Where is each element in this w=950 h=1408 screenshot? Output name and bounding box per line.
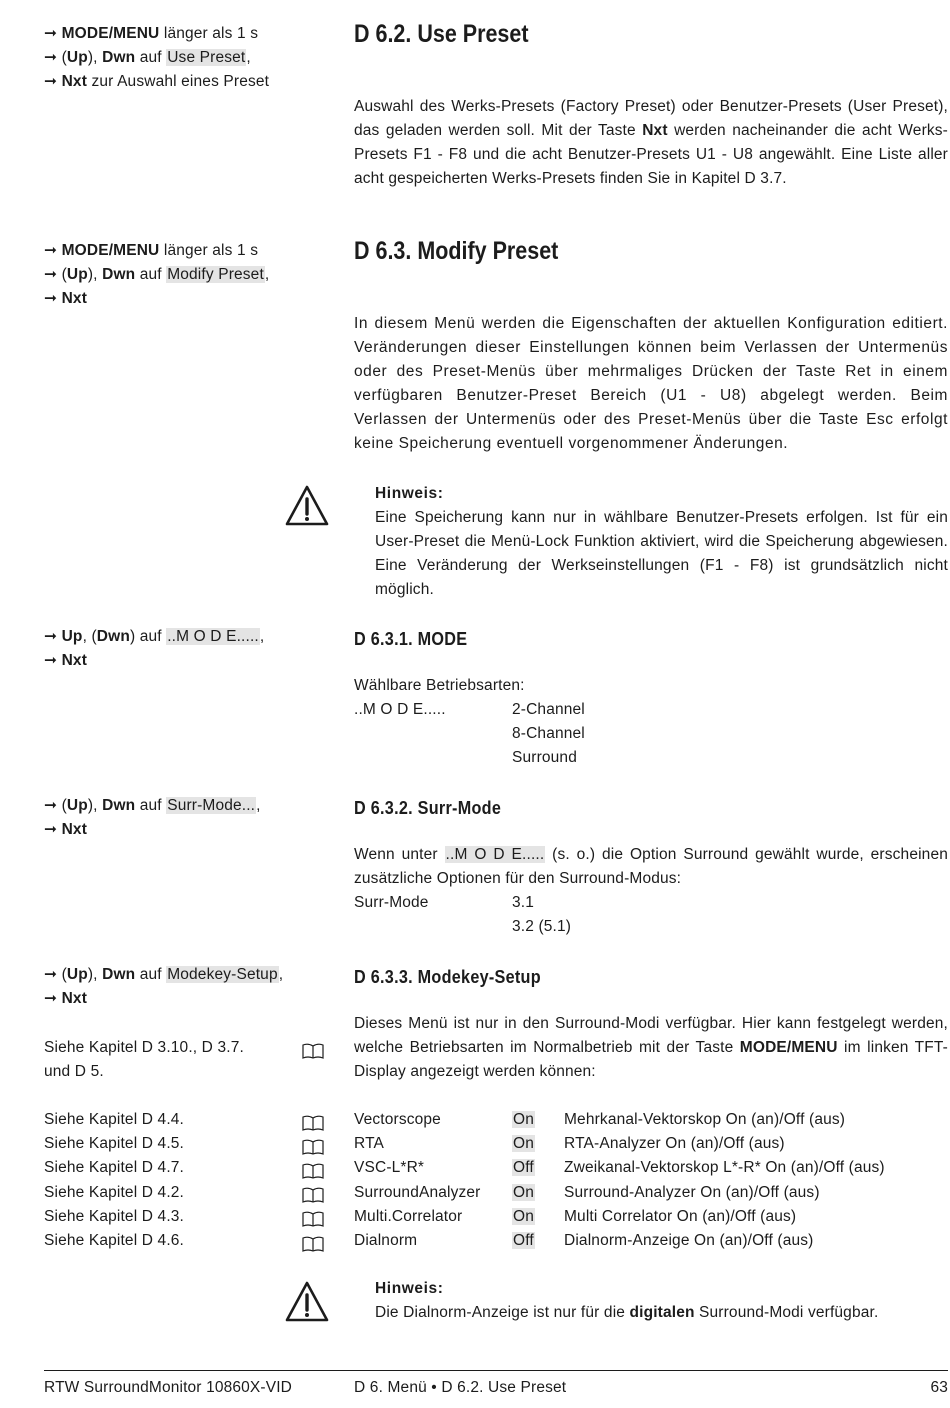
arrow-icon: ➞ <box>44 821 62 838</box>
heading-modify-preset: D 6.3. Modify Preset <box>354 237 559 265</box>
note-modekey <box>375 1277 948 1325</box>
footer-product: RTW SurroundMonitor 10860X-VID <box>44 1379 293 1396</box>
book-icon <box>302 1139 324 1155</box>
book-icon <box>302 1187 324 1203</box>
state-value: Off <box>513 1232 534 1250</box>
mode-nav: ➞ Up, (Dwn) auf ..M O D E....., ➞ Nxt <box>44 628 265 669</box>
table-row: Multi.Correlator On Multi Correlator On (an)/Off (aus) <box>354 1207 797 1225</box>
modify-preset-body: In diesem Menü werden die Eigenschaften der aktuellen Konfiguration editiert. Veränderungen dieser Einstellungen können beim Verlassen der Untermenüs oder des Preset-Menüs über mehrmaliges Drücken der Taste Ret in einem verfügbaren Benutzer-Preset Bereich (U1 - U8) abgelegt werden. Beim Verlassen der Untermenüs oder des Preset-Menüs über die Taste Esc erfolgt keine Speicherung eventuell vorgenommener Änderungen. <box>354 315 948 452</box>
arrow-icon: ➞ <box>44 25 62 42</box>
heading-surr-mode: D 6.3.2. Surr-Mode <box>354 798 502 818</box>
reference-item: Siehe Kapitel D 4.6. <box>44 1232 185 1250</box>
reference-item: Siehe Kapitel D 4.3. <box>44 1207 185 1225</box>
menu-item-highlight: Modekey-Setup <box>167 966 278 983</box>
modekey-options-table <box>354 1108 885 1253</box>
book-icon <box>302 1043 324 1059</box>
table-row: RTA On RTA-Analyzer On (an)/Off (aus) <box>354 1135 785 1153</box>
reference-main: Siehe Kapitel D 3.10., D 3.7. und D 5. <box>44 1039 244 1080</box>
reference-item: Siehe Kapitel D 4.4. <box>44 1111 185 1128</box>
warning-icon <box>284 484 330 528</box>
state-value: On <box>513 1183 534 1201</box>
menu-item-highlight: ..M O D E..... <box>167 628 259 645</box>
menu-item-highlight: Surr-Mode... <box>167 797 256 814</box>
state-value: On <box>513 1135 534 1153</box>
heading-modekey-setup: D 6.3.3. Modekey-Setup <box>354 967 541 987</box>
note-title: Hinweis: <box>375 1280 444 1297</box>
table-row: Vectorscope On Mehrkanal-Vektorskop On (an)/Off (aus) <box>354 1111 846 1128</box>
footer-section: D 6. Menü • D 6.2. Use Preset <box>354 1379 567 1396</box>
arrow-icon: ➞ <box>44 797 62 814</box>
note-title: Hinweis: <box>375 485 444 502</box>
modekey-body: Dieses Menü ist nur in den Surround-Modi verfügbar. Hier kann festgelegt werden, welche Betriebsarten im Normalbetrieb mit der Taste MODE/MENU im linken TFT-Display angezeigt werden können: <box>354 1015 948 1080</box>
arrow-icon: ➞ <box>44 990 62 1007</box>
book-icon <box>302 1211 324 1227</box>
arrow-icon: ➞ <box>44 242 62 259</box>
book-icon <box>302 1236 324 1252</box>
state-value: On <box>513 1207 534 1225</box>
book-icon <box>302 1115 324 1131</box>
mode-options: Wählbare Betriebsarten: ..M O D E..... 2-Channel 8-Channel Surround <box>354 674 948 770</box>
use-preset-nav: ➞ MODE/MENU länger als 1 s ➞ (Up), Dwn auf Use Preset, ➞ Nxt zur Auswahl eines Preset <box>44 25 270 90</box>
arrow-icon: ➞ <box>44 49 62 66</box>
reference-item: Siehe Kapitel D 4.7. <box>44 1159 185 1177</box>
arrow-icon: ➞ <box>44 966 62 983</box>
warning-icon <box>284 1280 330 1324</box>
surr-mode-nav: ➞ (Up), Dwn auf Surr-Mode..., ➞ Nxt <box>44 797 261 838</box>
modify-preset-nav: ➞ MODE/MENU länger als 1 s ➞ (Up), Dwn auf Modify Preset, ➞ Nxt <box>44 242 270 307</box>
table-row: VSC-L*R* Off Zweikanal-Vektorskop L*-R* On (an)/Off (aus) <box>354 1159 885 1177</box>
heading-use-preset: D 6.2. Use Preset <box>354 20 529 48</box>
book-icon <box>302 1163 324 1179</box>
page-number: 63 <box>930 1379 948 1396</box>
surr-mode-options-table: Surr-Mode 3.1 3.2 (5.1) <box>354 894 572 935</box>
modekey-nav: ➞ (Up), Dwn auf Modekey-Setup, ➞ Nxt <box>44 966 284 1007</box>
state-value: Off <box>513 1159 534 1177</box>
table-row: SurroundAnalyzer On Surround-Analyzer On (an)/Off (aus) <box>354 1183 820 1201</box>
surr-mode-body: Wenn unter ..M O D E..... (s. o.) die Option Surround gewählt wurde, erscheinen zusätzliche Optionen für den Surround-Modus: Surr-Mode 3.1 3.2 (5.1) <box>354 843 948 939</box>
arrow-icon: ➞ <box>44 290 62 307</box>
menu-item-highlight: ..M O D E..... <box>445 846 545 863</box>
arrow-icon: ➞ <box>44 73 62 90</box>
table-row: Dialnorm Off Dialnorm-Anzeige On (an)/Off (aus) <box>354 1232 814 1250</box>
heading-mode: D 6.3.1. MODE <box>354 629 468 649</box>
arrow-icon: ➞ <box>44 628 62 645</box>
reference-list <box>44 1108 274 1253</box>
reference-item: Siehe Kapitel D 4.5. <box>44 1135 185 1153</box>
mode-options-table: ..M O D E..... 2-Channel 8-Channel Surround <box>354 701 585 766</box>
menu-item-highlight: Use Preset <box>167 49 246 66</box>
state-value: On <box>513 1111 534 1128</box>
note-body: Eine Speicherung kann nur in wählbare Benutzer-Presets erfolgen. Ist für ein User-Preset die Menü-Lock Funktion aktiviert, wird die Speicherung abgewiesen. Eine Veränderung der Werkseinstellungen (F1 - F8) ist grundsätzlich nicht möglich. <box>375 509 948 598</box>
menu-item-highlight: Modify Preset <box>167 266 264 283</box>
arrow-icon: ➞ <box>44 266 62 283</box>
note-modify-preset <box>375 482 948 602</box>
note-body: Die Dialnorm-Anzeige ist nur für die digitalen Surround-Modi verfügbar. <box>375 1304 879 1321</box>
use-preset-body: Auswahl des Werks-Presets (Factory Preset) oder Benutzer-Presets (User Preset), das geladen werden soll. Mit der Taste Nxt werden nacheinander die acht Werks-Presets F1 - F8 und die acht Benutzer-Presets U1 - U8 angewählt. Eine Liste aller acht gespeicherten Werks-Presets finden Sie in Kapitel D 3.7. <box>354 98 948 187</box>
footer-divider <box>44 1370 948 1371</box>
reference-item: Siehe Kapitel D 4.2. <box>44 1183 185 1201</box>
arrow-icon: ➞ <box>44 652 62 669</box>
